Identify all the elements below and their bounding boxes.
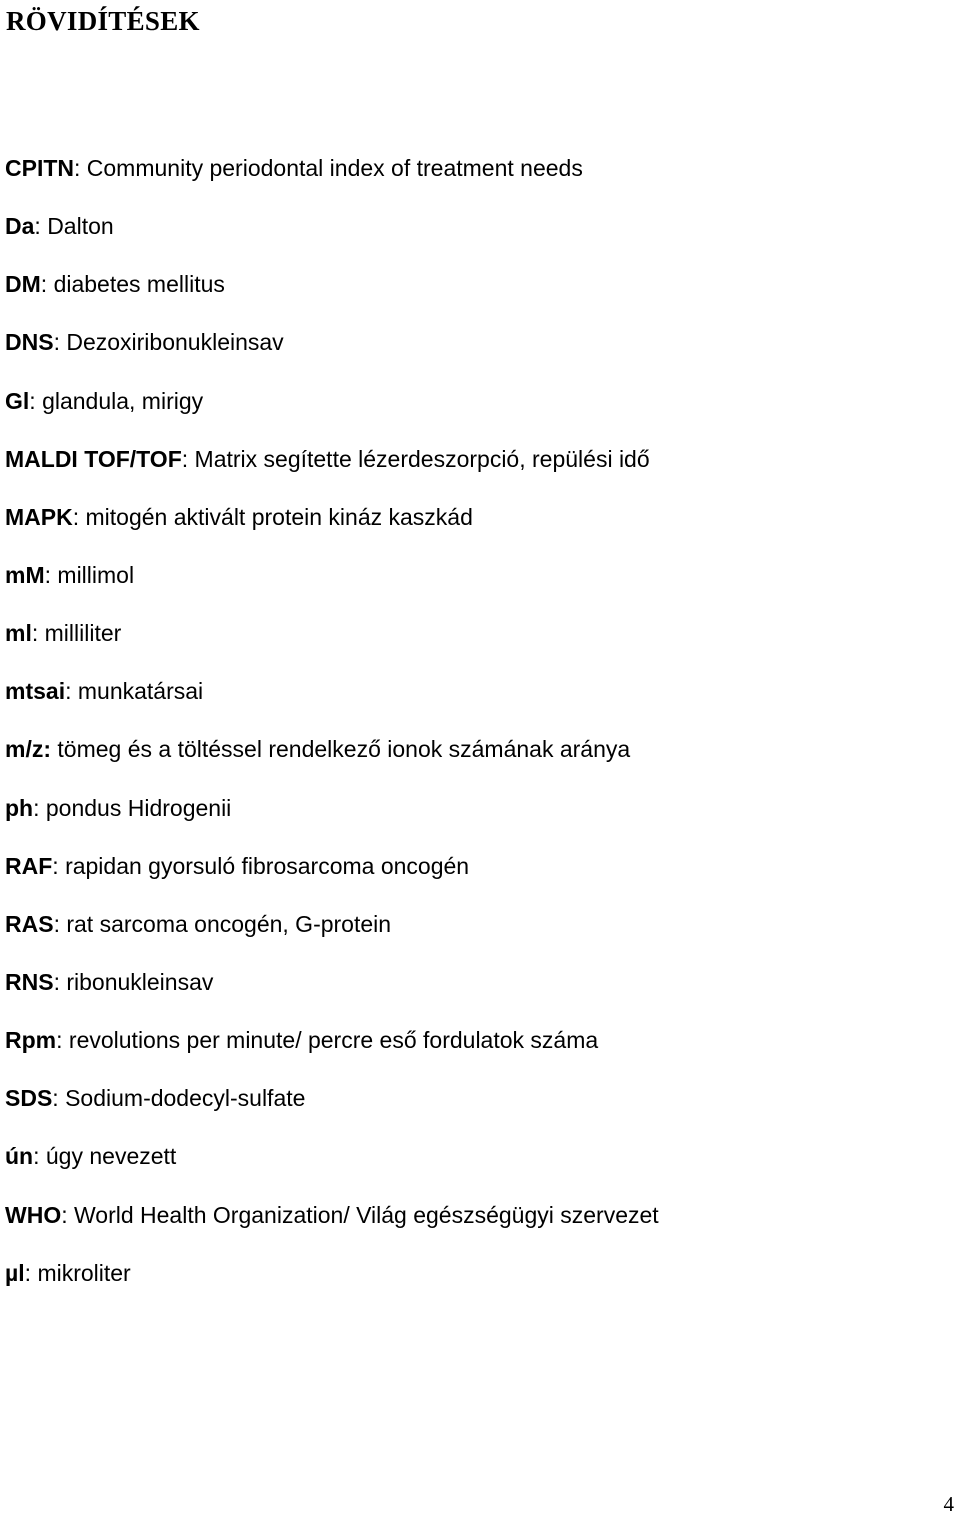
abbreviation-separator: : [29,387,43,414]
abbreviation-definition: rapidan gyorsuló fibrosarcoma oncogén [65,852,470,879]
abbreviation-item [5,909,659,967]
abbreviation-term: MAPK [5,503,73,530]
abbreviation-term: ph [5,794,34,821]
abbreviation-item [5,618,659,676]
abbreviation-list [5,153,659,1316]
abbreviation-item [5,327,659,385]
abbreviation-term: CPITN [5,155,74,181]
page-title: RÖVIDÍTÉSEK [6,6,200,36]
abbreviation-item [5,153,659,211]
abbreviation-definition: Dalton [47,213,114,240]
abbreviation-separator: : [72,503,86,530]
abbreviation-term: mtsai [5,678,66,705]
abbreviation-item [5,1200,659,1258]
abbreviation-term: µl [5,1259,25,1286]
abbreviation-term: ml [5,620,32,647]
abbreviation-term: RNS [5,968,54,995]
abbreviation-term: RAS [5,910,54,937]
abbreviation-item [5,502,659,560]
page-number: 4 [943,1492,954,1516]
abbreviation-definition: mitogén aktivált protein kináz kaszkád [85,503,473,530]
abbreviation-separator: : [61,1201,74,1228]
abbreviation-separator: : [40,271,54,298]
abbreviation-separator: : [74,155,87,181]
abbreviation-item [5,444,659,502]
abbreviation-separator: : [53,329,67,356]
abbreviation-definition: World Health Organization/ Világ egészségügyi szervezet [74,1201,659,1228]
abbreviation-separator: : [43,736,58,763]
abbreviation-item [5,1141,659,1199]
abbreviation-definition: mikroliter [37,1259,131,1286]
abbreviation-separator: : [44,561,58,588]
abbreviation-item [5,793,659,851]
abbreviation-term: Gl [5,387,30,414]
abbreviation-term: mM [5,561,45,588]
abbreviation-item [5,1025,659,1083]
abbreviation-separator: : [33,794,46,821]
abbreviation-definition: glandula, mirigy [42,387,204,414]
abbreviation-item [5,851,659,909]
abbreviation-definition: munkatársai [77,678,204,705]
abbreviation-definition: Sodium-dodecyl-sulfate [65,1085,306,1112]
abbreviation-item [5,967,659,1025]
abbreviation-definition: Matrix segítette lézerdeszorpció, repülési idő [194,445,650,472]
abbreviation-item [5,269,659,327]
abbreviation-item [5,676,659,734]
abbreviation-definition: pondus Hidrogenii [45,794,232,821]
abbreviation-term: SDS [5,1085,53,1112]
abbreviation-separator: : [53,968,67,995]
abbreviation-separator: : [53,910,67,937]
abbreviation-separator: : [181,445,195,472]
abbreviation-term: DM [5,271,41,298]
abbreviation-separator: : [31,620,45,647]
abbreviation-separator: : [65,678,78,705]
abbreviation-separator: : [56,1027,69,1054]
abbreviation-term: Da [5,213,35,240]
abbreviation-item [5,211,659,269]
abbreviation-item [5,386,659,444]
abbreviation-separator: : [52,852,66,879]
abbreviation-definition: revolutions per minute/ percre eső fordulatok száma [68,1027,599,1054]
abbreviation-term: Rpm [5,1027,57,1054]
abbreviation-definition: diabetes mellitus [53,271,225,298]
abbreviation-definition: úgy nevezett [45,1143,177,1170]
abbreviation-separator: : [52,1085,66,1112]
abbreviation-separator: : [34,213,48,240]
abbreviation-term: WHO [5,1201,62,1228]
abbreviation-term: MALDI TOF/TOF [5,445,182,472]
abbreviation-item [5,1258,659,1316]
abbreviation-definition: rat sarcoma oncogén, G-protein [66,910,392,937]
abbreviation-term: DNS [5,329,54,356]
abbreviation-definition: ribonukleinsav [66,968,214,995]
abbreviation-term: m/z [5,736,44,763]
abbreviation-term: RAF [5,852,53,879]
abbreviation-definition: Community periodontal index of treatment needs [86,155,583,181]
abbreviation-separator: : [33,1143,46,1170]
abbreviation-definition: millimol [57,561,135,588]
abbreviation-definition: Dezoxiribonukleinsav [66,329,284,356]
abbreviation-item [5,1083,659,1141]
abbreviation-separator: : [24,1259,38,1286]
abbreviation-item [5,734,659,792]
abbreviation-item [5,560,659,618]
abbreviation-definition: milliliter [44,620,122,647]
abbreviation-term: ún [5,1143,34,1170]
abbreviation-definition: tömeg és a töltéssel rendelkező ionok számának aránya [57,736,631,763]
